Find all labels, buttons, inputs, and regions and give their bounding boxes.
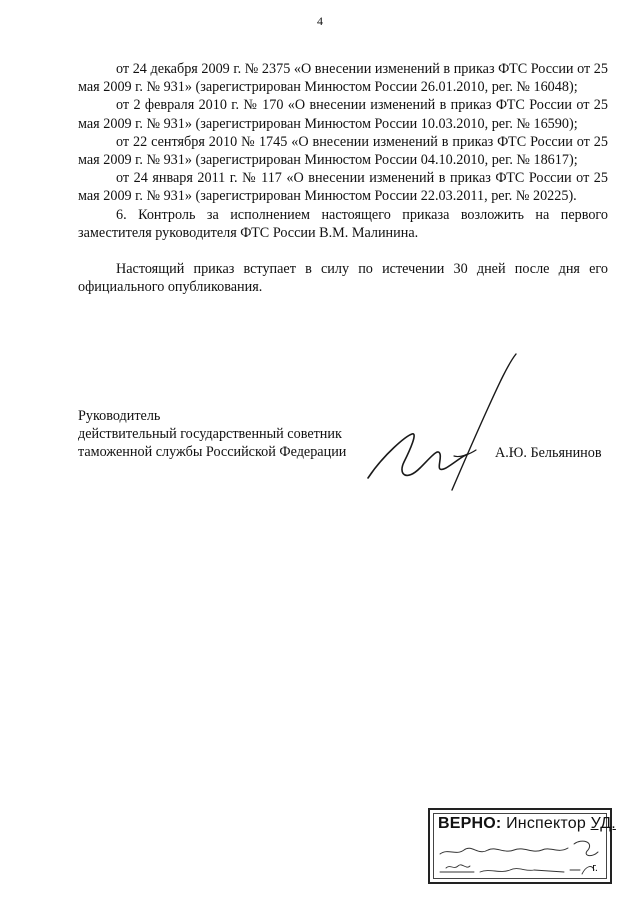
signer-title-line-3: таможенной службы Российской Федерации [78,444,347,461]
stamp-inner-border [433,813,616,879]
list-item-order-170: от 2 февраля 2010 г. № 170 «О внесении изменений в приказ ФТС России от 25 мая 2009 г. № 931» (зарегистрирован Минюстом России 10.03.2010, рег. № 16590); [78,97,608,132]
page-number: 4 [317,14,323,28]
list-item-order-2375: от 24 декабря 2009 г. № 2375 «О внесении изменений в приказ ФТС России от 25 мая 2009 г. № 931» (зарегистрирован Минюстом России 26.01.2010, рег. № 16048); [78,61,608,96]
effective-date-clause: Настоящий приказ вступает в силу по истечении 30 дней после дня его официального опубликования. [78,261,608,296]
signer-title-line-2: действительный государственный советник [78,426,342,443]
stamp-year: г. [592,862,598,874]
stamp-inspector: Инспектор [506,815,586,832]
list-item-order-117: от 24 января 2011 г. № 117 «О внесении изменений в приказ ФТС России от 25 мая 2009 г. № 931» (зарегистрирован Минюстом России 22.03.2011, рег. № 20225). [78,170,608,205]
list-item-order-1745: от 22 сентября 2010 № 1745 «О внесении изменений в приказ ФТС России от 25 мая 2009 г. № 931» (зарегистрирован Минюстом России 04.10.2010, рег. № 18617); [78,133,608,169]
certification-stamp [428,808,616,884]
document-body [78,60,608,296]
clause-6-control: 6. Контроль за исполнением настоящего приказа возложить на первого заместителя руководителя ФТС России В.М. Малинина. [78,206,608,241]
stamp-ud: УД. [590,815,616,832]
handwritten-signature [360,350,540,500]
signer-title-line-1: Руководитель [78,408,161,424]
stamp-handwriting [434,814,608,880]
stamp-verno: ВЕРНО: [438,815,502,832]
signer-name: А.Ю. Бельянинов [495,445,602,461]
